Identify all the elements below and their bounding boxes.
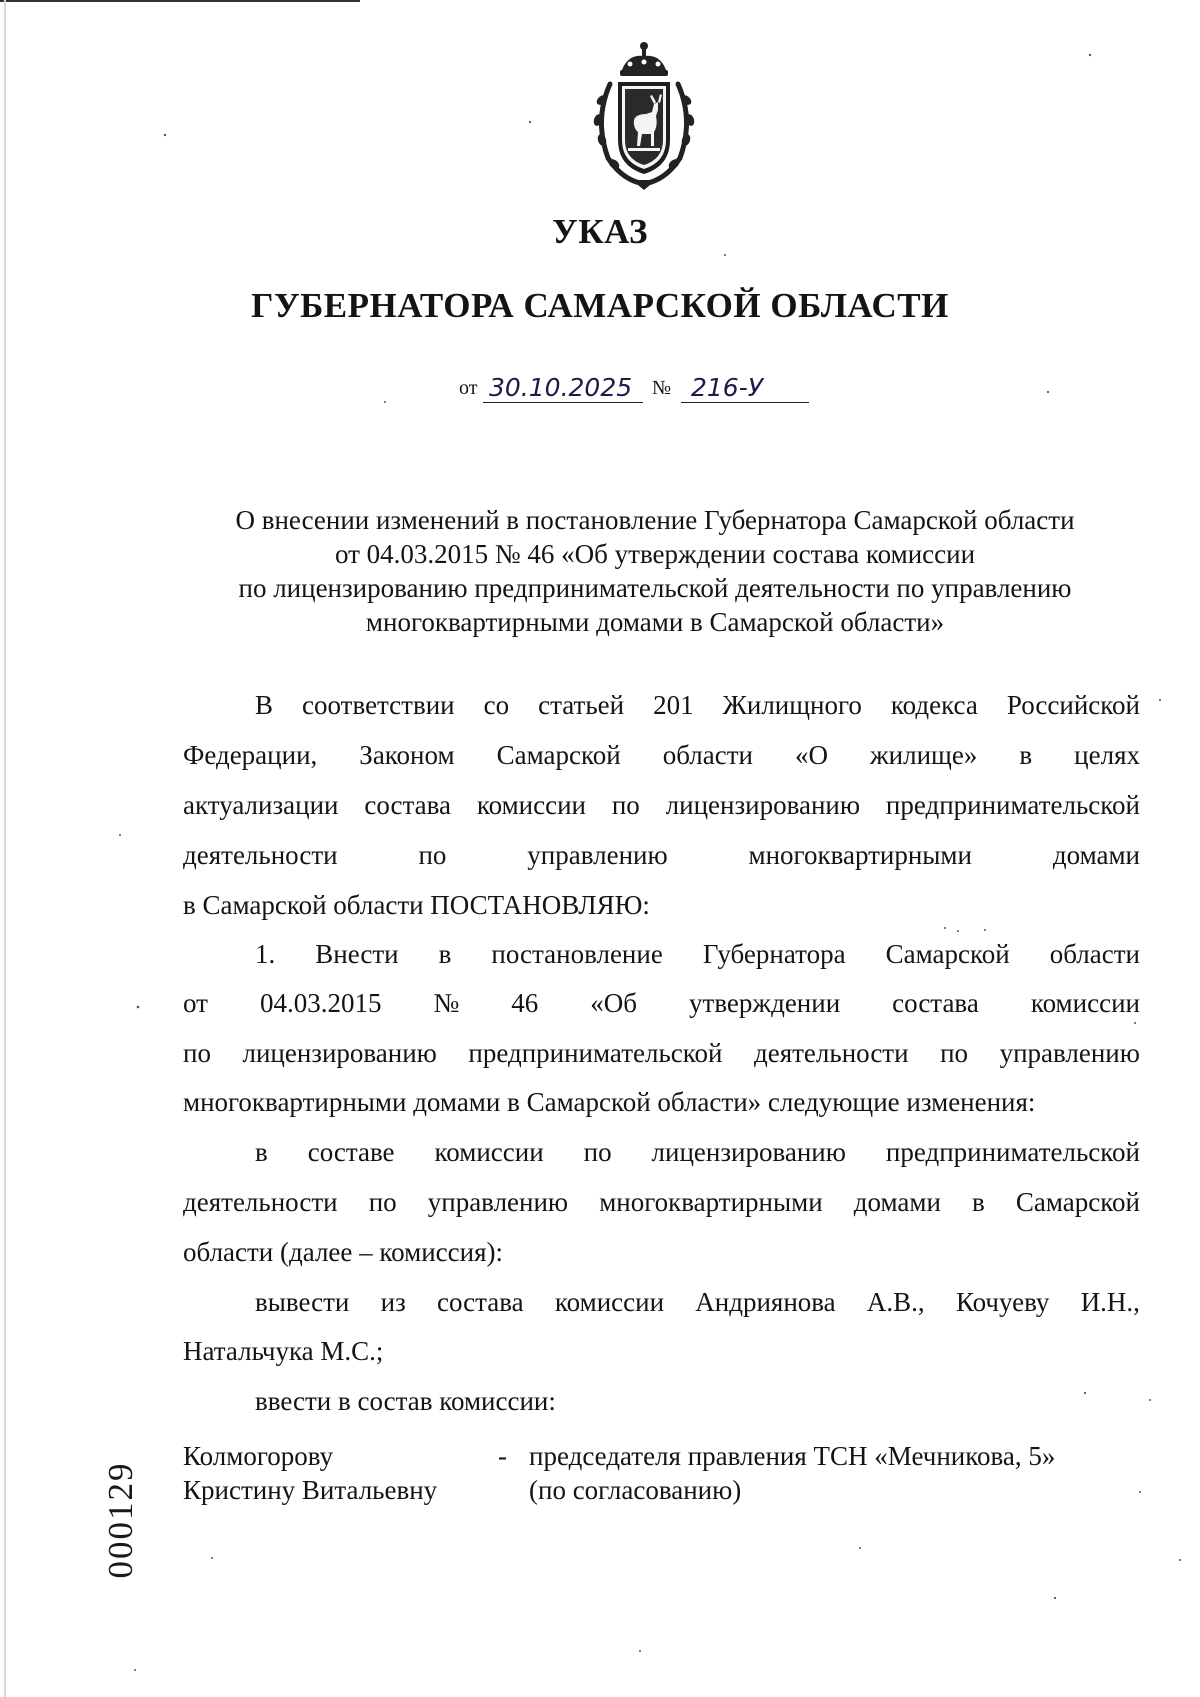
word: лицензированию	[242, 1038, 437, 1068]
word: от	[183, 988, 208, 1018]
word: деятельности	[753, 1038, 909, 1068]
word: 46	[511, 988, 539, 1018]
word: «О	[795, 740, 828, 770]
subject-line: по лицензированию предпринимательской деятельности по управлению	[238, 573, 1072, 603]
word: комиссии	[1030, 988, 1140, 1018]
word: домами	[1052, 840, 1140, 870]
word: утверждении	[689, 988, 841, 1018]
word: актуализации	[183, 790, 339, 820]
subject-line: О внесении изменений в постановление Губернатора Самарской области	[235, 505, 1075, 535]
serial-number: 000129	[101, 1461, 140, 1579]
word: управлению	[527, 840, 668, 870]
word: 1.	[255, 939, 276, 969]
word: в	[438, 939, 452, 969]
word: Российской	[1006, 690, 1140, 720]
word: по	[368, 1187, 397, 1217]
word: №	[433, 988, 460, 1018]
member-role-line: председателя правления ТСН «Мечникова, 5»	[529, 1441, 1056, 1471]
word: жилище»	[870, 740, 978, 770]
word: лицензированию	[651, 1137, 846, 1167]
word: постановление	[491, 939, 663, 969]
word: управлению	[999, 1038, 1140, 1068]
date-prefix: от	[459, 377, 478, 399]
word: Жилищного	[722, 690, 862, 720]
word: в	[1019, 740, 1033, 770]
word: целях	[1074, 740, 1140, 770]
word: со	[483, 690, 510, 720]
word: Самарской	[1015, 1187, 1140, 1217]
document-title: УКАЗ	[552, 212, 648, 251]
word: 201	[653, 690, 694, 720]
word: кодекса	[890, 690, 978, 720]
word: 04.03.2015	[259, 988, 382, 1018]
word: Федерации,	[183, 740, 318, 770]
word: Андриянова	[695, 1287, 836, 1317]
word: состава	[437, 1287, 524, 1317]
word: многоквартирными	[748, 840, 972, 870]
word: из	[380, 1287, 406, 1317]
word: по	[940, 1038, 969, 1068]
word: управлению	[427, 1187, 569, 1217]
body-line: в Самарской области ПОСТАНОВЛЯЮ:	[183, 890, 650, 920]
word: Губернатора	[702, 939, 846, 969]
word: Самарской	[496, 740, 621, 770]
word: в	[972, 1187, 985, 1217]
subject-line: от 04.03.2015 № 46 «Об утверждении состава комиссии	[334, 539, 976, 569]
word: вывести	[255, 1287, 350, 1317]
word: по	[418, 840, 447, 870]
word: состава	[364, 790, 451, 820]
word: В	[255, 690, 274, 720]
word: домами	[853, 1187, 941, 1217]
number-prefix: №	[652, 377, 672, 399]
word: Кочуеву	[955, 1287, 1050, 1317]
member-dash: -	[498, 1441, 507, 1471]
word: по	[583, 1137, 612, 1167]
word: предпринимательской	[885, 790, 1140, 820]
member-role-line: (по согласованию)	[529, 1475, 742, 1505]
word: по	[611, 790, 640, 820]
member-name-line: Кристину Витальевну	[183, 1475, 438, 1505]
word: области	[1049, 939, 1140, 969]
word: состава	[892, 988, 979, 1018]
body-line: ввести в состав комиссии:	[255, 1386, 556, 1416]
word: составе	[307, 1137, 395, 1167]
handwritten-date: 30.10.2025	[489, 373, 633, 402]
word: статьей	[538, 690, 625, 720]
word: Самарской	[885, 939, 1010, 969]
word: Внести	[315, 939, 399, 969]
word: А.В.,	[866, 1287, 925, 1317]
word: деятельности	[183, 1187, 338, 1217]
document-subtitle: ГУБЕРНАТОРА САМАРСКОЙ ОБЛАСТИ	[251, 286, 949, 325]
word: области	[662, 740, 753, 770]
word: комиссии	[434, 1137, 544, 1167]
word: лицензированию	[665, 790, 861, 820]
body-line: Натальчука М.С.;	[183, 1336, 384, 1366]
word: предпринимательской	[885, 1137, 1140, 1167]
word: предпринимательской	[468, 1038, 723, 1068]
word: в	[255, 1137, 268, 1167]
word: И.Н.,	[1080, 1287, 1140, 1317]
word: комиссии	[554, 1287, 665, 1317]
body-line: области (далее – комиссия):	[183, 1237, 503, 1267]
word: многоквартирными	[599, 1187, 823, 1217]
word: деятельности	[183, 840, 338, 870]
body-line: многоквартирными домами в Самарской области» следующие изменения:	[183, 1087, 1036, 1117]
subject-line: многоквартирными домами в Самарской области»	[365, 607, 945, 637]
word: соответствии	[302, 690, 455, 720]
word: комиссии	[476, 790, 586, 820]
word: Законом	[359, 740, 455, 770]
member-name-line: Колмогорову	[183, 1441, 334, 1471]
handwritten-number: 216-У	[691, 373, 763, 402]
word: «Об	[590, 988, 638, 1018]
word: по	[183, 1038, 211, 1068]
